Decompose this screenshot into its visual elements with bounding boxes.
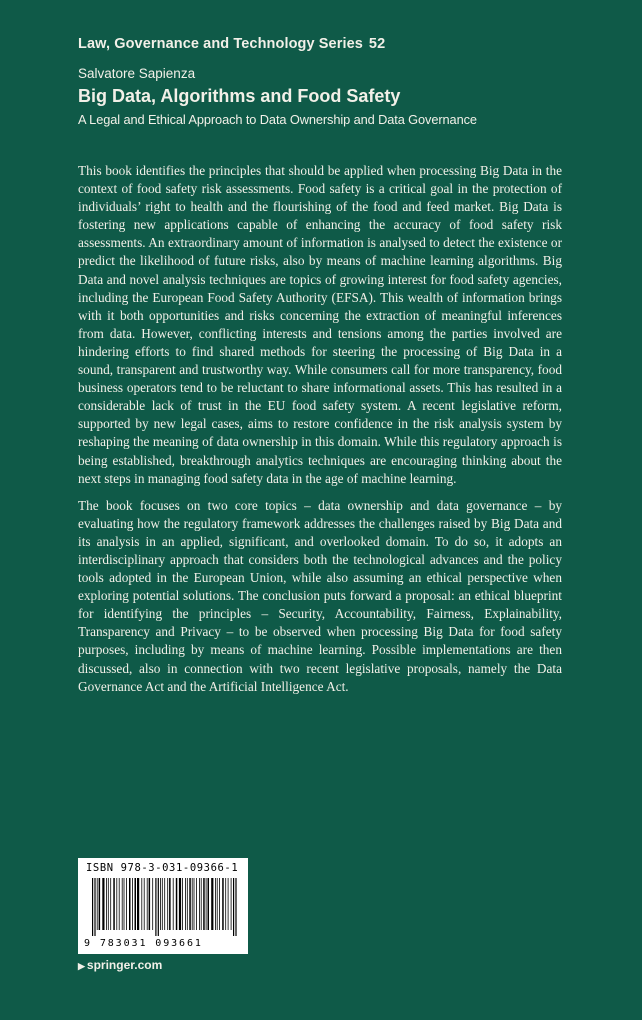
series-number: 52 xyxy=(368,36,386,52)
series-name: Law, Governance and Technology Series xyxy=(78,36,363,52)
book-subtitle: A Legal and Ethical Approach to Data Ownership and Data Governance xyxy=(78,112,477,127)
series-line xyxy=(78,36,385,52)
arrow-right-icon: ▶ xyxy=(78,961,85,971)
blurb-paragraph-2: The book focuses on two core topics – data ownership and data governance – by evaluating how the regulatory framework addresses the challenges raised by Big Data and its analysis in an applied, significant, and overlooked domain. To do so, it adopts an interdisciplinary approach that considers both the technological advances and the policy tools adopted in the European Union, while also assuming an ethical perspective when exploring potential solutions. The conclusion puts forward a proposal: an ethical blueprint for identifying the principles – Security, Accountability, Fairness, Explainability, Transparency and Privacy – to be observed when processing Big Data for food safety purposes, including by means of machine learning. Possible implementations are then discussed, also in connection with two recent legislative proposals, namely the Data Governance Act and the Artificial Intelligence Act. xyxy=(78,497,562,694)
barcode-digits: 9 783031 093661 xyxy=(84,938,203,949)
author-name: Salvatore Sapienza xyxy=(78,66,196,81)
isbn-label: ISBN 978-3-031-09366-1 xyxy=(86,862,239,874)
barcode-bars xyxy=(92,878,238,936)
publisher-website: springer.com xyxy=(86,958,163,972)
publisher-link[interactable] xyxy=(78,958,162,972)
isbn-barcode xyxy=(78,858,248,954)
back-cover-blurb xyxy=(78,162,562,705)
blurb-paragraph-1: This book identifies the principles that should be applied when processing Big Data in the context of food safety risk assessments. Food safety is a critical goal in the protection of individuals’ right to health and the flourishing of the food and feed market. Big Data is fostering new applications capable of enhancing the accuracy of food safety risk assessments. An extraordinary amount of information is analysed to detect the existence or predict the likelihood of future risks, also by means of machine learning algorithms. Big Data and novel analysis techniques are topics of growing interest for food safety agencies, including the European Food Safety Authority (EFSA). This wealth of information brings with it both opportunities and risks concerning the extraction of meaningful inferences from data. However, conflicting interests and tensions among the parties involved are hindering efforts to find shared methods for steering the processing of Big Data in a sound, transparent and trustworthy way. While consumers call for more transparency, food business operators tend to be reluctant to share informational assets. This has resulted in a considerable lack of trust in the EU food safety system. A recent legislative reform, supported by new legal cases, aims to restore confidence in the risk analysis system by reshaping the meaning of data ownership in this domain. While this regulatory approach is being established, breakthrough analytics techniques are encouraging thinking about the next steps in managing food safety data in the age of machine learning. xyxy=(78,163,562,486)
book-title: Big Data, Algorithms and Food Safety xyxy=(78,86,401,106)
